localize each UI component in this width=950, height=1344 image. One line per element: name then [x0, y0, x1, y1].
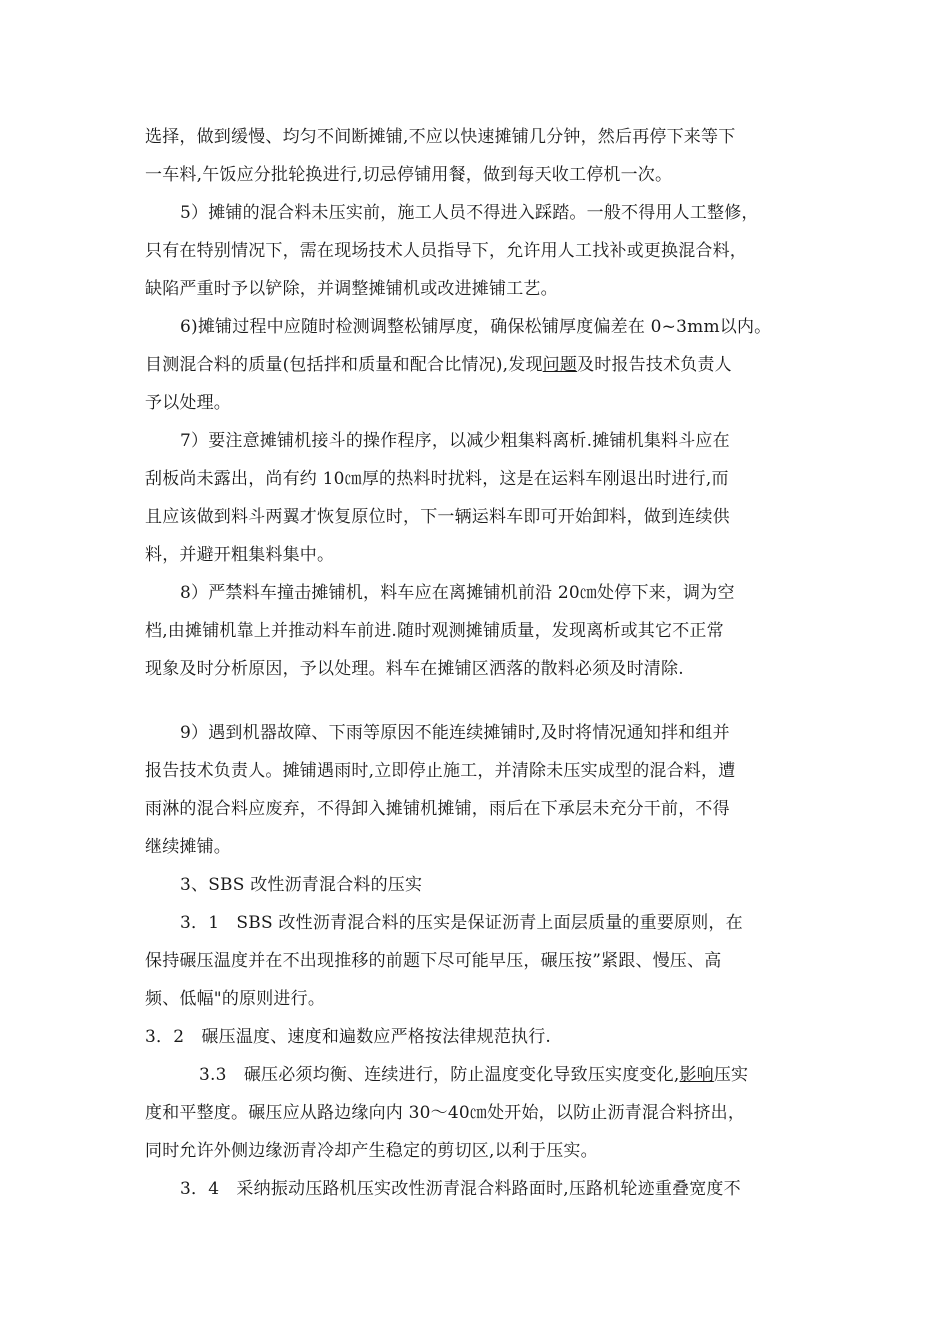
text-line: 7）要注意摊铺机接斗的操作程序，以减少粗集料离析.摊铺机集料斗应在: [180, 431, 730, 451]
text-line: 同时允许外侧边缘沥青冷却产生稳定的剪切区,以利于压实。: [145, 1141, 598, 1161]
text-line: 档,由摊铺机靠上并推动料车前进.随时观测摊铺质量，发现离析或其它不正常: [145, 621, 724, 641]
text-line: 料，并避开粗集料集中。: [145, 545, 335, 565]
text-span: 3.3 碾压必须均衡、连续进行，防止温度变化导致压实度变化,: [199, 1065, 680, 1085]
text-line: 现象及时分析原因，予以处理。料车在摊铺区洒落的散料必须及时清除.: [145, 659, 684, 679]
text-line: 雨淋的混合料应废弃，不得卸入摊铺机摊铺，雨后在下承层未充分干前，不得: [145, 799, 730, 819]
text-line: 3．2 碾压温度、速度和遍数应严格按法律规范执行.: [145, 1027, 552, 1047]
text-line: [199, 1065, 748, 1085]
text-line: 刮板尚未露出，尚有约 10㎝厚的热料时扰料，这是在运料车刚退出时进行,而: [145, 469, 729, 489]
text-line: 只有在特别情况下，需在现场技术人员指导下，允许用人工找补或更换混合料，: [145, 241, 747, 261]
text-line: 报告技术负责人。摊铺遇雨时,立即停止施工，并清除未压实成型的混合料，遭: [145, 761, 736, 781]
text-line: 5）摊铺的混合料未压实前，施工人员不得进入踩踏。一般不得用人工整修，: [180, 203, 759, 223]
text-line: 3．1 SBS 改性沥青混合料的压实是保证沥青上面层质量的重要原则，在: [180, 913, 743, 933]
text-line: 度和平整度。碾压应从路边缘向内 30～40㎝处开始，以防止沥青混合料挤出，: [145, 1103, 746, 1123]
text-span: 压实: [713, 1065, 749, 1085]
text-line: 选择，做到缓慢、均匀不间断摊铺,不应以快速摊铺几分钟，然后再停下来等下: [145, 127, 736, 147]
text-span: 及时报告技术负责人: [577, 355, 732, 375]
text-line: 继续摊铺。: [145, 837, 231, 857]
text-line: [145, 355, 732, 375]
text-span: 目测混合料的质量(包括拌和质量和配合比情况),发现: [145, 355, 543, 375]
text-line: 且应该做到料斗两翼才恢复原位时，下一辆运料车即可开始卸料，做到连续供: [145, 507, 730, 527]
text-line: 予以处理。: [145, 393, 231, 413]
text-line: 6)摊铺过程中应随时检测调整松铺厚度，确保松铺厚度偏差在 0~3mm以内。: [180, 317, 772, 337]
link-text[interactable]: 影响: [679, 1065, 714, 1085]
text-line: 8）严禁料车撞击摊铺机，料车应在离摊铺机前沿 20㎝处停下来，调为空: [180, 583, 735, 603]
text-line: 缺陷严重时予以铲除，并调整摊铺机或改进摊铺工艺。: [145, 279, 558, 299]
text-line: 一车料,午饭应分批轮换进行,切忌停铺用餐，做到每天收工停机一次。: [145, 165, 673, 185]
text-line: 保持碾压温度并在不出现推移的前题下尽可能早压，碾压按”紧跟、慢压、高: [145, 951, 722, 971]
link-text[interactable]: 问题: [542, 355, 578, 375]
text-line: 频、低幅"的原则进行。: [145, 989, 326, 1009]
section-heading: 3、SBS 改性沥青混合料的压实: [180, 875, 423, 895]
text-line: 3．4 采纳振动压路机压实改性沥青混合料路面时,压路机轮迹重叠宽度不: [180, 1179, 741, 1199]
text-line: 9）遇到机器故障、下雨等原因不能连续摊铺时,及时将情况通知拌和组并: [180, 723, 730, 743]
